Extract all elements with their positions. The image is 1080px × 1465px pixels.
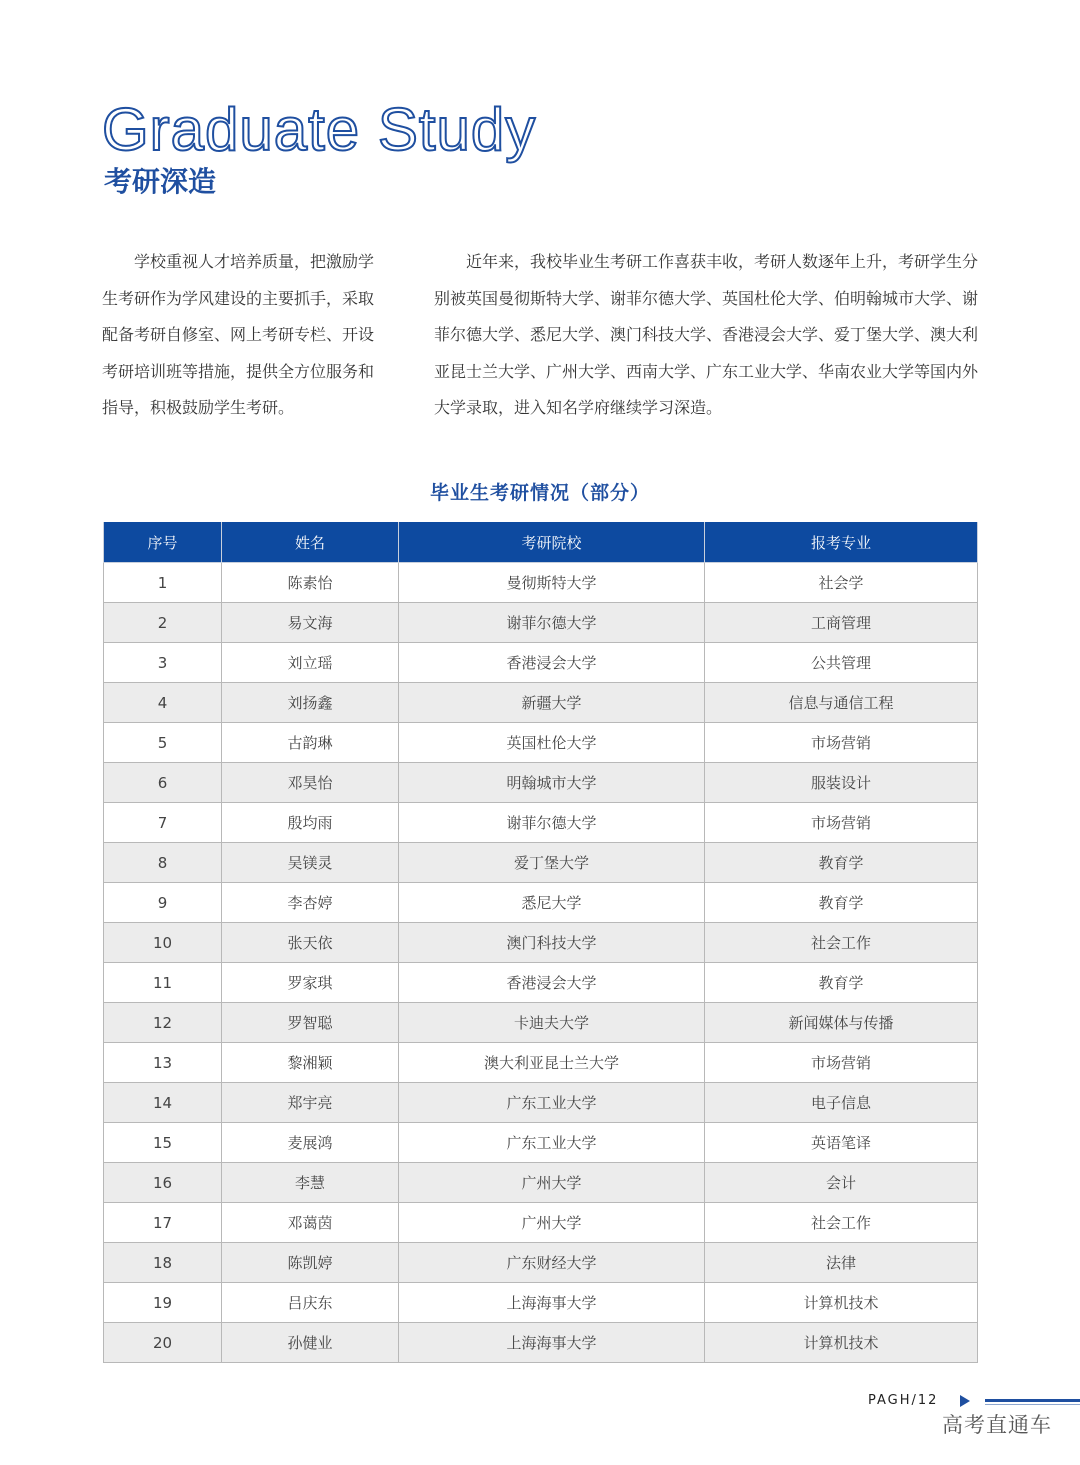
cell-index: 2 [104,603,222,643]
cell-school: 香港浸会大学 [399,963,705,1003]
cell-school: 澳大利亚昆士兰大学 [399,1043,705,1083]
table-row [104,1323,978,1363]
cell-index: 3 [104,643,222,683]
cell-name: 黎湘颖 [222,1043,399,1083]
cell-name: 刘立瑶 [222,643,399,683]
cell-name: 刘扬鑫 [222,683,399,723]
table-row [104,1003,978,1043]
cell-major: 公共管理 [705,643,978,683]
cell-major: 会计 [705,1163,978,1203]
table-title: 毕业生考研情况（部分） [429,482,650,504]
cell-school: 广州大学 [399,1203,705,1243]
cell-major: 教育学 [705,883,978,923]
table-row [104,1283,978,1323]
header-major: 报考专业 [705,522,978,563]
cell-school: 悉尼大学 [399,883,705,923]
cell-index: 16 [104,1163,222,1203]
table-row [104,683,978,723]
title-english: Graduate Study [102,96,537,163]
table-row [104,603,978,643]
table-row [104,1083,978,1123]
cell-school: 广东财经大学 [399,1243,705,1283]
cell-name: 吴镁灵 [222,843,399,883]
cell-school: 谢菲尔德大学 [399,803,705,843]
table-row [104,1163,978,1203]
cell-index: 1 [104,563,222,603]
cell-name: 陈素怡 [222,563,399,603]
cell-major: 社会学 [705,563,978,603]
cell-index: 13 [104,1043,222,1083]
cell-major: 服装设计 [705,763,978,803]
intro-paragraph-right: 近年来，我校毕业生考研工作喜获丰收，考研人数逐年上升，考研学生分别被英国曼彻斯特大学、谢菲尔德大学、英国杜伦大学、伯明翰城市大学、谢菲尔德大学、悉尼大学、澳门科技大学、香港浸会大学、爱丁堡大学、澳大利亚昆士兰大学、广州大学、西南大学、广东工业大学、华南农业大学等国内外大学录取，进入知名学府继续学习深造。 [434,252,979,417]
cell-index: 17 [104,1203,222,1243]
table-row [104,843,978,883]
cell-major: 教育学 [705,963,978,1003]
cell-school: 爱丁堡大学 [399,843,705,883]
cell-name: 陈凯婷 [222,1243,399,1283]
cell-index: 11 [104,963,222,1003]
cell-major: 社会工作 [705,923,978,963]
cell-index: 7 [104,803,222,843]
table-body [104,563,978,1363]
cell-name: 郑宇亮 [222,1083,399,1123]
table-row [104,803,978,843]
cell-school: 上海海事大学 [399,1283,705,1323]
header-name: 姓名 [222,522,399,563]
table-row [104,923,978,963]
header-school: 考研院校 [399,522,705,563]
cell-index: 6 [104,763,222,803]
table-row [104,963,978,1003]
table-row [104,1203,978,1243]
table-row [104,563,978,603]
cell-major: 电子信息 [705,1083,978,1123]
cell-school: 新疆大学 [399,683,705,723]
cell-name: 李杏婷 [222,883,399,923]
table-row [104,763,978,803]
cell-major: 法律 [705,1243,978,1283]
cell-name: 罗家琪 [222,963,399,1003]
cell-school: 卡迪夫大学 [399,1003,705,1043]
cell-name: 易文海 [222,603,399,643]
cell-school: 谢菲尔德大学 [399,603,705,643]
cell-name: 古韵琳 [222,723,399,763]
page-number: PAGH/12 [868,1393,939,1408]
cell-name: 孙健业 [222,1323,399,1363]
cell-school: 香港浸会大学 [399,643,705,683]
cell-major: 市场营销 [705,1043,978,1083]
cell-major: 计算机技术 [705,1283,978,1323]
table-row [104,1243,978,1283]
cell-index: 14 [104,1083,222,1123]
cell-school: 广州大学 [399,1163,705,1203]
cell-major: 计算机技术 [705,1323,978,1363]
cell-index: 18 [104,1243,222,1283]
cell-index: 15 [104,1123,222,1163]
table-row [104,883,978,923]
cell-index: 5 [104,723,222,763]
cell-major: 信息与通信工程 [705,683,978,723]
cell-school: 澳门科技大学 [399,923,705,963]
cell-school: 曼彻斯特大学 [399,563,705,603]
cell-major: 新闻媒体与传播 [705,1003,978,1043]
play-arrow-icon [960,1395,970,1407]
footer-rule-thin [985,1404,1080,1405]
cell-school: 上海海事大学 [399,1323,705,1363]
cell-major: 工商管理 [705,603,978,643]
cell-school: 英国杜伦大学 [399,723,705,763]
cell-name: 麦展鸿 [222,1123,399,1163]
header-index: 序号 [104,522,222,563]
cell-index: 9 [104,883,222,923]
cell-name: 吕庆东 [222,1283,399,1323]
cell-index: 20 [104,1323,222,1363]
table-header-row [104,522,978,563]
cell-major: 社会工作 [705,1203,978,1243]
table-row [104,643,978,683]
cell-name: 殷均雨 [222,803,399,843]
table-row [104,1123,978,1163]
cell-school: 广东工业大学 [399,1083,705,1123]
cell-index: 10 [104,923,222,963]
cell-index: 4 [104,683,222,723]
table-row [104,723,978,763]
cell-index: 19 [104,1283,222,1323]
cell-index: 8 [104,843,222,883]
cell-name: 邓蔼茵 [222,1203,399,1243]
table-row [104,1043,978,1083]
cell-major: 市场营销 [705,803,978,843]
title-chinese: 考研深造 [104,165,217,198]
cell-name: 罗智聪 [222,1003,399,1043]
cell-major: 市场营销 [705,723,978,763]
graduate-table [103,522,978,1363]
intro-paragraph-left: 学校重视人才培养质量，把激励学生考研作为学风建设的主要抓手，采取配备考研自修室、网上考研专栏、开设考研培训班等措施，提供全方位服务和指导，积极鼓励学生考研。 [102,252,375,417]
cell-school: 明翰城市大学 [399,763,705,803]
footer-rule [985,1399,1080,1402]
cell-major: 教育学 [705,843,978,883]
cell-school: 广东工业大学 [399,1123,705,1163]
brand-watermark: 高考直通车 [942,1413,1052,1437]
cell-index: 12 [104,1003,222,1043]
cell-name: 邓昊怡 [222,763,399,803]
cell-name: 张天依 [222,923,399,963]
cell-name: 李慧 [222,1163,399,1203]
cell-major: 英语笔译 [705,1123,978,1163]
